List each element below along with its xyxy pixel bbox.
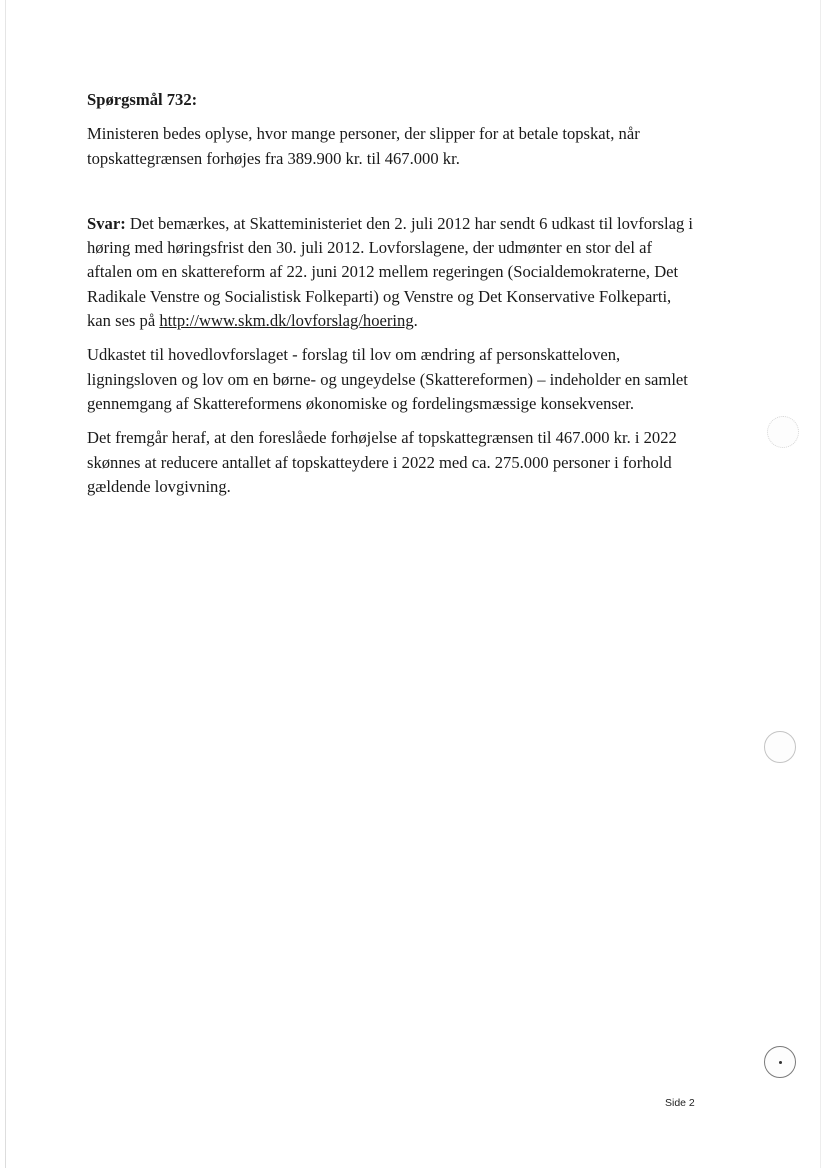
page-number: Side 2 xyxy=(665,1097,695,1109)
punch-hole-mark xyxy=(764,1046,796,1078)
punch-hole-mark xyxy=(767,416,799,448)
answer-section xyxy=(87,212,697,499)
answer-paragraph-1 xyxy=(87,212,697,333)
answer-paragraph-3: Det fremgår heraf, at den foreslåede forhøjelse af topskattegrænsen til 467.000 kr. i 2022 skønnes at reducere antallet af topskatteydere i 2022 med ca. 275.000 personer i forhold gældende lovgivning. xyxy=(87,428,677,496)
document-body xyxy=(87,88,697,509)
question-text: Ministeren bedes oplyse, hvor mange personer, der slipper for at betale topskat, når topskattegrænsen forhøjes fra 389.900 kr. til 467.000 kr. xyxy=(87,124,640,168)
punch-hole-mark xyxy=(764,731,796,763)
hearing-link[interactable]: http://www.skm.dk/lovforslag/hoering xyxy=(159,311,414,331)
question-heading: Spørgsmål 732: xyxy=(87,90,198,109)
scan-edge-right xyxy=(820,0,821,1168)
scan-edge-left xyxy=(5,0,6,1168)
answer-paragraph-1-end: . xyxy=(413,311,418,331)
answer-paragraph-1-text: Det bemærkes, at Skatteministeriet den 2. juli 2012 har sendt 6 udkast til lovforslag i høring med høringsfrist den 30. juli 2012. Lovforslagene, der udmønter en stor del af aftalen om en skattereform af 22. juni 2012 mellem regeringen (Socialdemokraterne, Det Radikale Venstre og Socialistisk Folkeparti) og Venstre og Det Konservative Folkeparti, kan ses på xyxy=(87,213,694,331)
answer-paragraph-2: Udkastet til hovedlovforslaget - forslag til lov om ændring af personskatteloven, ligningsloven og lov om en børne- og ungeydelse (Skattereformen) – indeholder en samlet gennemgang af Skattereformens økonomiske og fordelingsmæssige konsekvenser. xyxy=(87,345,688,413)
answer-label: Svar: xyxy=(87,213,126,233)
